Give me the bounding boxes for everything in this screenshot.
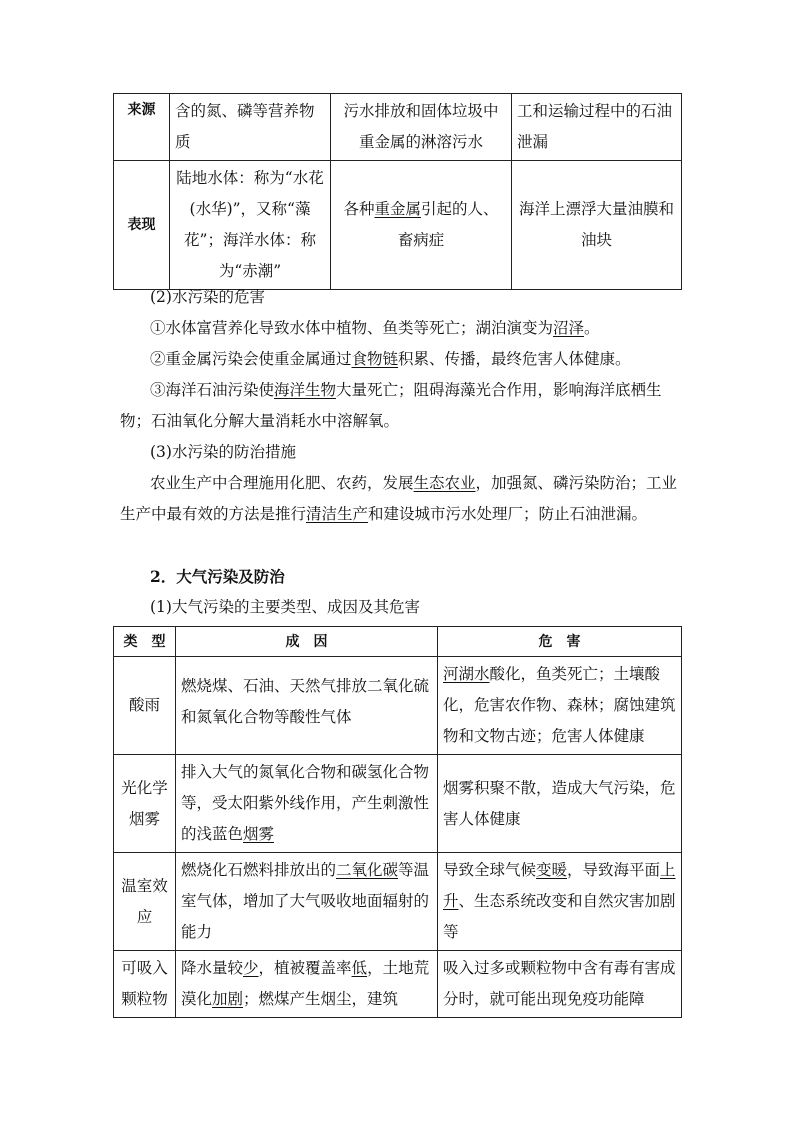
underlined-term: 海洋生物 bbox=[274, 381, 337, 399]
text-run: 引起的人、畜病症 bbox=[397, 200, 499, 249]
table-row bbox=[114, 755, 682, 853]
column-header-type: 类 型 bbox=[114, 627, 176, 657]
section-subtitle: (1)大气污染的主要类型、成因及其危害 bbox=[150, 598, 420, 616]
underlined-term: 上升 bbox=[443, 861, 676, 910]
water-pollution-table bbox=[113, 93, 682, 290]
text-run: 各种 bbox=[343, 200, 375, 218]
pollution-harm: 吸入过多或颗粒物中含有毒有害成分时，就可能出现免疫功能障 bbox=[438, 951, 682, 1018]
underlined-term: 清洁生产 bbox=[306, 505, 369, 523]
harm-item-2 bbox=[120, 344, 682, 375]
text-run: 排入大气的氮氧化合物和碳氢化合物等，受太阳紫外线作用，产生刺激性的浅蓝色 bbox=[181, 763, 430, 843]
underlined-term: 加剧 bbox=[212, 990, 244, 1008]
text-run: ，加强氮、磷污染防治；工业生产中最有效的方法是推行 bbox=[120, 474, 678, 523]
underlined-term: 变暖 bbox=[536, 861, 568, 879]
harm-item-3 bbox=[120, 375, 682, 437]
text-run: 农业生产中合理施用化肥、农药，发展 bbox=[150, 474, 414, 492]
text-run: 酸化，鱼类死亡；土壤酸化，危害农作物、森林；腐蚀建筑物和文物古迹；危害人体健康 bbox=[443, 665, 676, 745]
table-header-row bbox=[114, 627, 682, 657]
column-header-cause: 成 因 bbox=[176, 627, 438, 657]
table-row bbox=[114, 657, 682, 755]
underlined-term: 河湖水 bbox=[443, 665, 490, 683]
prevention-heading: (3)水污染的防治措施 bbox=[150, 443, 296, 461]
underlined-term: 食物链 bbox=[351, 350, 399, 368]
harm-item-1 bbox=[120, 313, 682, 344]
column-header-harm: 危 害 bbox=[438, 627, 682, 657]
table-row bbox=[114, 853, 682, 951]
pollution-type: 光化学烟雾 bbox=[114, 755, 176, 853]
text-run: 燃烧化石燃料排放出的 bbox=[181, 861, 337, 879]
row-header-source: 来源 bbox=[114, 94, 170, 161]
pollution-harm bbox=[438, 853, 682, 951]
text-run: ③海洋石油污染使 bbox=[150, 381, 275, 399]
text-run: 和建设城市污水处理厂；防止石油泄漏。 bbox=[368, 505, 648, 523]
underlined-term: 重金属 bbox=[374, 200, 421, 218]
table-row bbox=[114, 951, 682, 1018]
pollution-cause bbox=[176, 755, 438, 853]
pollution-type: 可吸入颗粒物 bbox=[114, 951, 176, 1018]
text-run: 。 bbox=[584, 319, 600, 337]
text-run: 降水量较 bbox=[181, 959, 244, 977]
table-row bbox=[114, 161, 682, 290]
text-run: ，土地荒漠化 bbox=[181, 959, 430, 1008]
underlined-term: 少 bbox=[243, 959, 259, 977]
table-row bbox=[114, 94, 682, 161]
underlined-term: 烟雾 bbox=[243, 825, 275, 843]
pollution-type: 温室效应 bbox=[114, 853, 176, 951]
row-header-manifestation: 表现 bbox=[114, 161, 170, 290]
text-run: ①水体富营养化导致水体中植物、鱼类等死亡；湖泊演变为 bbox=[150, 319, 554, 337]
pollution-harm bbox=[438, 657, 682, 755]
text-run: ，植被覆盖率 bbox=[258, 959, 352, 977]
text-run: 导致全球气候 bbox=[443, 861, 537, 879]
text-run: ；燃煤产生烟尘，建筑 bbox=[243, 990, 399, 1008]
table-cell: 海洋上漂浮大量油膜和油块 bbox=[512, 161, 682, 290]
air-pollution-table bbox=[113, 626, 682, 1018]
underlined-term: 沼泽 bbox=[553, 319, 585, 337]
text-run: ②重金属污染会使重金属通过 bbox=[150, 350, 352, 368]
pollution-cause bbox=[176, 951, 438, 1018]
underlined-term: 低 bbox=[351, 959, 368, 977]
pollution-cause bbox=[176, 853, 438, 951]
pollution-type: 酸雨 bbox=[114, 657, 176, 755]
text-run: 大量死亡；阻碍海藻光合作用，影响海洋底栖生物；石油氧化分解大量消耗水中溶解氧。 bbox=[120, 381, 662, 430]
text-run: 等温室气体，增加了大气吸收地面辐射的能力 bbox=[181, 861, 430, 941]
text-run: 、生态系统改变和自然灾害加剧等 bbox=[443, 892, 676, 941]
table-cell: 工和运输过程中的石油泄漏 bbox=[512, 94, 682, 161]
underlined-term: 生态农业 bbox=[413, 474, 476, 492]
pollution-cause: 燃烧煤、石油、天然气排放二氧化硫和氮氧化合物等酸性气体 bbox=[176, 657, 438, 755]
text-run: 积累、传播，最终危害人体健康。 bbox=[398, 350, 631, 368]
table-cell: 陆地水体：称为“水花(水华)”，又称“藻花”；海洋水体：称为“赤潮” bbox=[170, 161, 331, 290]
table-cell bbox=[331, 161, 512, 290]
harm-heading: (2)水污染的危害 bbox=[150, 288, 265, 306]
pollution-harm: 烟雾积聚不散，造成大气污染，危害人体健康 bbox=[438, 755, 682, 853]
text-run: ，导致海平面 bbox=[567, 861, 661, 879]
underlined-term: 二氧化碳 bbox=[336, 861, 399, 879]
table-cell: 污水排放和固体垃圾中重金属的淋溶污水 bbox=[331, 94, 512, 161]
prevention-text bbox=[120, 468, 682, 530]
section-title: 2．大气污染及防治 bbox=[150, 567, 285, 586]
table-cell: 含的氮、磷等营养物质 bbox=[170, 94, 331, 161]
